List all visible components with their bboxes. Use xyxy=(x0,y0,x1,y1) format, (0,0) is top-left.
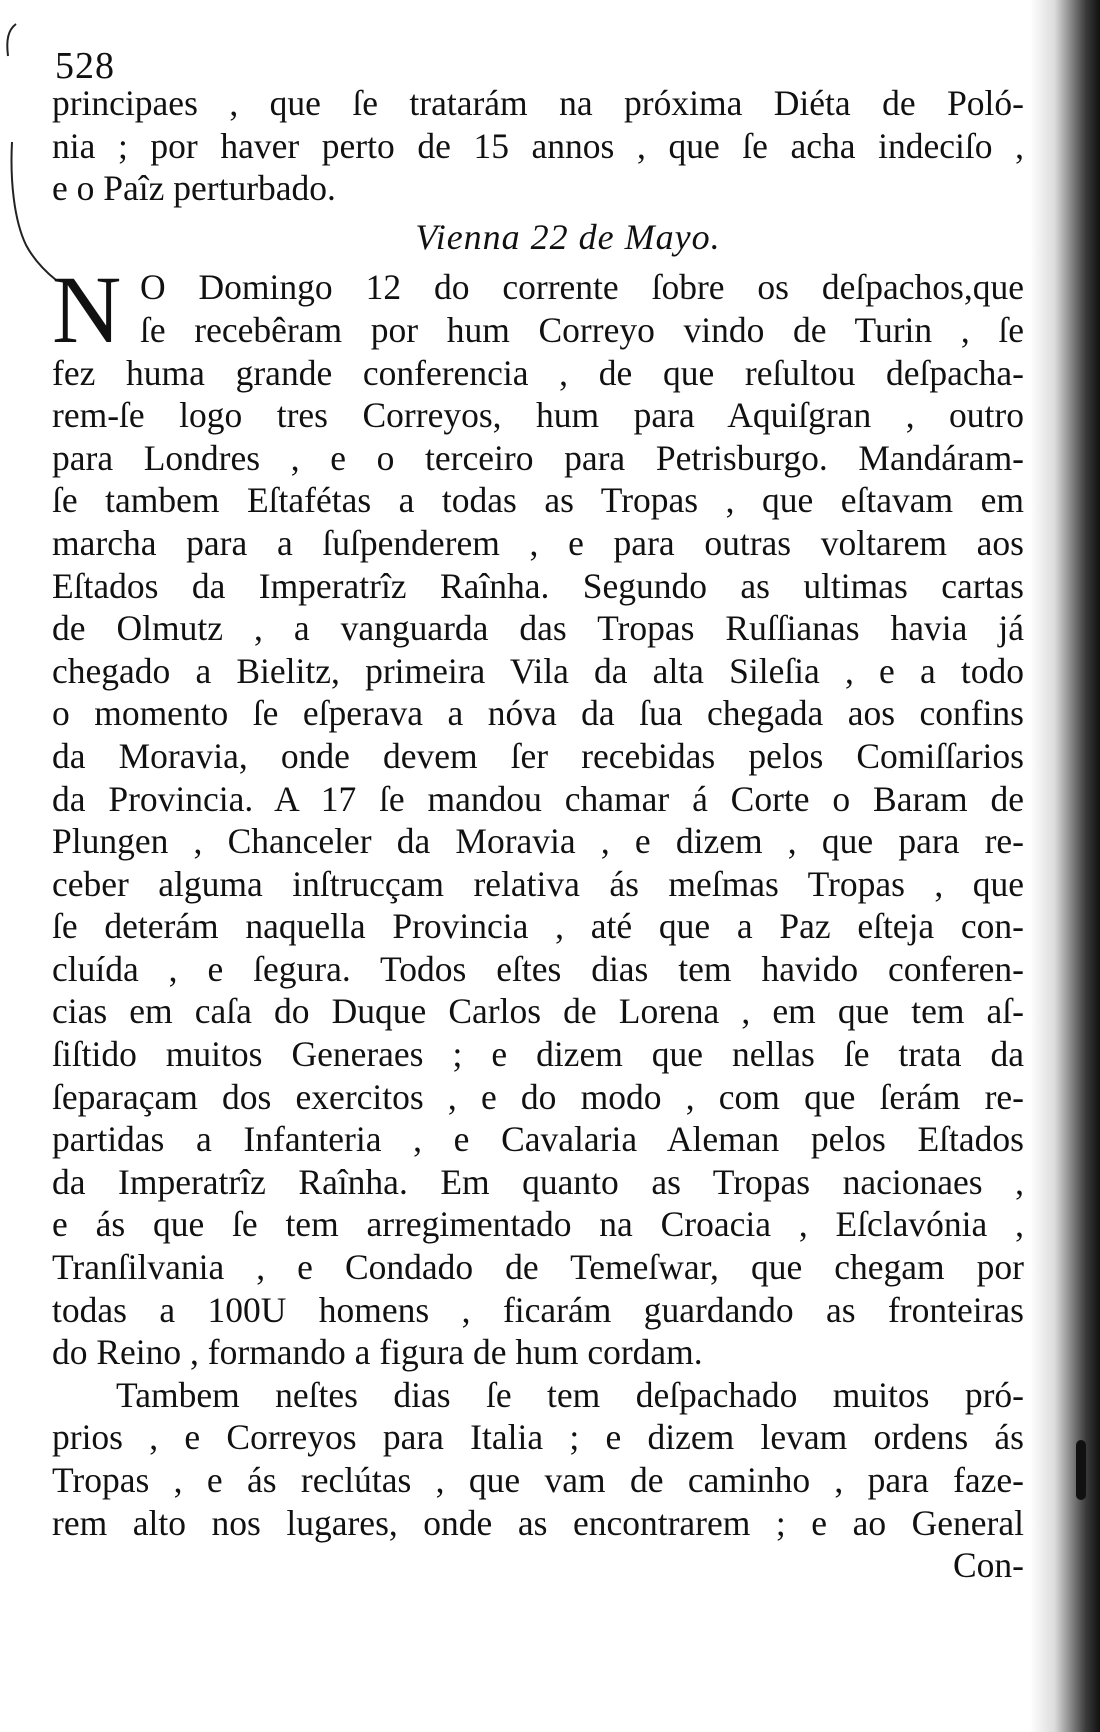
text-line: chegado a Bielitz, primeira Vila da alta Sileſia , e a todo xyxy=(52,650,1024,691)
text-line: do Reino , formando a figura de hum cordam. xyxy=(52,1332,703,1373)
drop-cap: N xyxy=(52,256,122,364)
text-line: da Moravia, onde devem ſer recebidas pelos Comiſſarios xyxy=(52,735,1024,776)
text-line: e o Paîz perturbado. xyxy=(52,168,336,209)
text-line: cluída , e ſegura. Todos eſtes dias tem havido conferen- xyxy=(52,948,1024,989)
text-line: Tambem neſtes dias ſe tem deſpachado muitos pró- xyxy=(116,1374,1024,1415)
text-line: ſeparaçam dos exercitos , e do modo , com que ſerám re- xyxy=(52,1076,1024,1117)
article-paragraph xyxy=(52,256,1024,1373)
corner-mark xyxy=(2,20,22,60)
text-line: da Imperatrîz Raînha. Em quanto as Tropas nacionaes , xyxy=(52,1161,1024,1202)
catchword: Con- xyxy=(953,1545,1024,1586)
text-line: partidas a Infanteria , e Cavalaria Aleman pelos Eſtados xyxy=(52,1119,1024,1160)
text-line: ceber alguma inſtrucçam relativa ás meſmas Tropas , que xyxy=(52,863,1024,904)
text-line: nia ; por haver perto de 15 annos , que ſe acha indeciſo , xyxy=(52,125,1024,166)
text-line: de Olmutz , a vanguarda das Tropas Ruſſianas havia já xyxy=(52,608,1024,649)
text-line: e ás que ſe tem arregimentado na Croacia , Eſclavónia , xyxy=(52,1204,1024,1245)
text-line: Eſtados da Imperatrîz Raînha. Segundo as ultimas cartas xyxy=(52,565,1024,606)
page-text xyxy=(52,82,1024,1587)
text-line: todas a 100U homens , ficarám guardando as fronteiras xyxy=(52,1289,1024,1330)
text-line: rem alto nos lugares, onde as encontrarem ; e ao General xyxy=(52,1502,1024,1543)
page-number: 528 xyxy=(55,45,115,87)
text-line: principaes , que ſe tratarám na próxima Diéta de Poló- xyxy=(52,83,1024,123)
text-line: o momento ſe eſperava a nóva da ſua chegada aos confins xyxy=(52,693,1024,734)
page-binding-shadow xyxy=(1030,0,1100,1732)
text-line: marcha para a ſuſpenderem , e para outras voltarem aos xyxy=(52,522,1024,563)
text-line: prios , e Correyos para Italia ; e dizem levam ordens ás xyxy=(52,1417,1024,1458)
dateline-heading: Vienna 22 de Mayo. xyxy=(415,216,721,257)
text-line: ſe deterám naquella Provincia , até que a Paz eſteja con- xyxy=(52,906,1024,947)
article-paragraph xyxy=(52,1374,1024,1544)
text-line: Tranſilvania , e Condado de Temeſwar, que chegam por xyxy=(52,1247,1024,1288)
text-line: Plungen , Chanceler da Moravia , e dizem , que para re- xyxy=(52,821,1024,862)
text-line: cias em caſa do Duque Carlos de Lorena , em que tem aſ- xyxy=(52,991,1024,1032)
text-line: rem-ſe logo tres Correyos, hum para Aquiſgran , outro xyxy=(52,395,1024,436)
text-line: ſe recebêram por hum Correyo vindo de Turin , ſe xyxy=(140,309,1024,350)
text-line: O Domingo 12 do corrente ſobre os deſpachos,que xyxy=(140,267,1024,308)
text-line: da Provincia. A 17 ſe mandou chamar á Corte o Baram de xyxy=(52,778,1024,819)
text-line: para Londres , e o terceiro para Petrisburgo. Mandáram- xyxy=(52,437,1024,478)
text-line: ſe tambem Eſtafétas a todas as Tropas , que eſtavam em xyxy=(52,480,1024,521)
edge-mark xyxy=(1076,1440,1086,1500)
text-line: ſiſtido muitos Generaes ; e dizem que nellas ſe trata da xyxy=(52,1034,1024,1075)
text-line: fez huma grande conferencia , de que reſultou deſpacha- xyxy=(52,352,1024,393)
text-line: Tropas , e ás reclútas , que vam de caminho , para faze- xyxy=(52,1460,1024,1500)
